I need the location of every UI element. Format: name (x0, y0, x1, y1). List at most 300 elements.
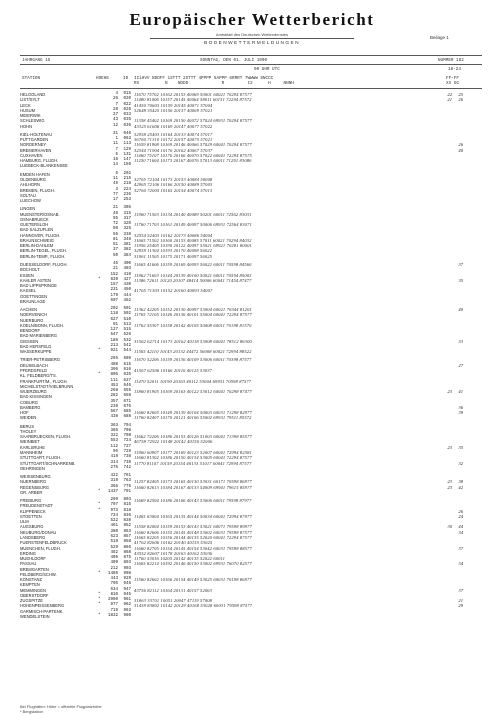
station-id: 929 (123, 577, 131, 582)
station-name: KEMPTEN (20, 582, 40, 588)
station-name: AHLHORN (20, 182, 41, 188)
station-id: 046 (123, 131, 131, 136)
station-name: KL. FELDBERG/TS. (20, 373, 57, 379)
station-id: 776 (123, 484, 131, 489)
extra-value-b: 42 (458, 484, 463, 490)
extra-value-b: 33 (458, 338, 463, 344)
station-name: SCHLESWIG (20, 118, 45, 124)
header-rule-bottom (20, 88, 482, 89)
station-height: 37 (112, 248, 118, 253)
station-name: BAD LIPPSPRINGE (20, 283, 57, 289)
station-id: 317 (123, 216, 131, 221)
extra-value-b: 21 (458, 598, 463, 604)
table-row (20, 198, 484, 203)
station-height: 4 (115, 92, 118, 96)
synop-code: 11362 42205 10152 20130 40097 53004 60021 70344 81201 (134, 307, 252, 313)
station-id: 325 (123, 227, 131, 232)
station-height: 27 (112, 113, 118, 118)
station-id: 637 (123, 378, 131, 383)
station-id: 036 (123, 123, 131, 128)
station-id: 156 (123, 163, 131, 168)
station-name: OEHRINGEN (20, 465, 45, 471)
synop-code: 11659 81908 10169 20146 40066 57029 60041 70294 87577 (134, 142, 252, 148)
mountain-marker: * (98, 503, 101, 508)
synop-code: 11670 75702 10162 20153 40069 50001 60021 70294 87577 (134, 92, 252, 97)
station-id: 858 (123, 540, 131, 545)
station-name: GR. ARBER (20, 489, 43, 495)
synop-code: 43325 61606 10169 20147 40077 57022 (134, 123, 213, 129)
station-id: 515 (123, 328, 131, 333)
station-id: 224 (123, 187, 131, 192)
station-id: 502 (123, 312, 131, 317)
station-height: 98 (112, 227, 118, 232)
mountain-marker: * (98, 598, 101, 603)
station-id: 532 (123, 338, 131, 343)
report-subtitle: Amtsblatt des Deutschen Wetterdienstes (215, 32, 289, 37)
station-height: 45 (112, 261, 118, 266)
station-id: 852 (123, 524, 131, 529)
mountain-marker: * (98, 613, 101, 618)
station-name: STUTTGART, FLUGH. (20, 455, 62, 461)
synop-code: 11670 52206 10159 20136 40109 53006 60011 70398 87577 (134, 357, 252, 363)
station-name: REGENSBURG (20, 484, 50, 490)
station-height: 797 (110, 503, 118, 508)
edition-label: JAHRGANG 15 (22, 58, 51, 63)
extra-value-a: 23 (447, 484, 452, 490)
station-height: 112 (110, 444, 118, 449)
station-id: 452 (123, 298, 131, 303)
synop-code: 11662 72206 10186 20153 40126 51003 60041 71398 85577 (134, 434, 252, 440)
station-id: 033 (123, 113, 131, 118)
extra-value-a: 23 (447, 479, 452, 485)
synop-code: 11665 71502 10160 20153 40085 57011 60021 70294 84032 (134, 237, 252, 243)
extra-value-a: 21 (447, 97, 452, 103)
station-id: 803 (123, 498, 131, 503)
synop-code: 11480 81006 10157 20145 40064 58011 60151 72294 87572 (134, 97, 252, 103)
synop-code: 11669 82504 10186 20166 40143 53006 60011 79598 87977 (134, 498, 252, 504)
station-id: 526 (123, 333, 131, 338)
extra-value-b: 37 (458, 587, 463, 593)
extra-value-b: 26 (458, 508, 463, 514)
extra-value-a: 30 (447, 524, 452, 530)
station-id: 655 (123, 389, 131, 394)
synop-code: 11358 45402 10169 20150 40072 57024 69931 70294 87577 (134, 118, 252, 124)
station-id: 738 (123, 455, 131, 460)
synop-code: 11660 82613 10184 20167 40133 54009 69941 79615 85977 (134, 484, 252, 490)
station-name: PFERDSFELD (20, 368, 48, 374)
station-id: 763 (123, 479, 131, 484)
mountain-marker: * (98, 373, 101, 378)
extra-value-b: 44 (458, 524, 463, 530)
station-height: 50 (112, 253, 118, 258)
station-name: LANDSBERG (20, 534, 46, 540)
station-height: 810 (110, 592, 118, 597)
station-name: MICHELSTADT/VIELBRUNN (20, 383, 74, 389)
station-height: 405 (110, 556, 118, 561)
station-height: 5 (115, 152, 118, 157)
station-height: 212 (110, 566, 118, 571)
station-id: 400 (123, 261, 131, 266)
station-id: 688 (123, 415, 131, 420)
station-height: 77 (112, 192, 118, 197)
station-height: 95 (112, 216, 118, 221)
synop-code: 11660 82705 10154 20145 40154 53042 60031 79598 88577 (134, 545, 252, 551)
station-height: 314 (110, 460, 118, 465)
station-height: 973 (110, 508, 118, 513)
station-id: 147 (123, 158, 131, 163)
synop-code: 11960 60907 10177 20169 40123 52007 60041 72994 82581 (134, 450, 252, 455)
station-id: 724 (123, 439, 131, 444)
station-name: DEUSELBACH (20, 362, 48, 368)
synop-code: 11558 82004 10159 20153 40143 53021 60071 79598 89977 (134, 524, 252, 530)
station-id: 739 (123, 460, 131, 465)
station-name: MANNHEIM (20, 450, 43, 455)
station-name: ERDING (20, 550, 36, 556)
station-id: 510 (123, 317, 131, 322)
station-id: 218 (123, 182, 131, 187)
synop-code: 31562 62714 10173 20162 40118 53008 60041 78512 86300 (134, 338, 252, 344)
header-rule-top (20, 55, 482, 56)
station-name: BAMBERG (20, 404, 41, 410)
station-id: 836 (123, 513, 131, 518)
station-name: MEIERWIK (20, 113, 41, 119)
station-id: 635 (123, 373, 131, 378)
station-name: HANNOVER, FLUGH. (20, 232, 61, 238)
station-name: KAHLER ASTEN (20, 277, 51, 283)
synop-code: 32648 35425 10156 20137 40069 57021 (134, 107, 213, 113)
table-row (20, 299, 484, 304)
station-id: 202 (123, 171, 131, 176)
station-id: 315 (123, 211, 131, 216)
station-height: 462 (110, 550, 118, 555)
station-name: NOERVENICH (20, 312, 48, 318)
station-name: BAD KISSINGEN (20, 394, 52, 400)
station-name: BERLIN-DAHLEM (20, 243, 54, 249)
station-height: 322 (110, 434, 118, 439)
station-name: NORDERNEY (20, 142, 47, 148)
station-name: EMDEN HAFEN (20, 171, 50, 177)
synop-code: 36760 71310 10172 20157 40075 57021 (134, 137, 213, 143)
station-id: 348 (123, 237, 131, 242)
station-height: 111 (110, 378, 118, 383)
col-station: STATION (22, 76, 41, 81)
station-name: WEINBIET (20, 439, 40, 445)
station-name: BRAUNLAGE (20, 298, 46, 304)
synop-code: 11460 75107 10176 20166 40070 57022 60041 72294 87575 (134, 152, 252, 158)
synop-code: 11962 71603 10144 20139 40100 50021 60011 70594 85003 (134, 272, 252, 278)
synop-code: 11760 53016 10205 20142 40135 52022 60011 (134, 556, 225, 562)
station-height: 567 (110, 410, 118, 415)
station-height: 48 (112, 211, 118, 216)
mountain-marker: * (98, 571, 101, 576)
station-table (20, 92, 484, 619)
station-id: 742 (123, 465, 131, 470)
synop-code: 11762 55307 10158 20142 40105 50008 60011 70198 81570 (134, 322, 252, 328)
station-height: 231 (110, 288, 118, 293)
station-height: 409 (110, 561, 118, 566)
station-name: THOLEY (20, 428, 37, 434)
station-id: 727 (123, 444, 131, 449)
station-id: 616 (123, 368, 131, 373)
table-row (20, 163, 484, 168)
supplement-label: Beilage 1 (430, 35, 449, 40)
station-height: 56 (112, 232, 118, 237)
station-id: 866 (123, 545, 131, 550)
station-height: 26 (112, 97, 118, 102)
extra-value-b: 39 (458, 410, 463, 416)
station-height: 380 (110, 529, 118, 534)
station-id: 410 (123, 272, 131, 277)
station-id: 838 (123, 519, 131, 524)
station-height: 21 (112, 267, 118, 272)
station-height: 396 (110, 368, 118, 373)
station-id: 675 (123, 404, 131, 409)
station-id: 113 (123, 142, 131, 147)
station-height: 81 (112, 237, 118, 242)
station-id: 382 (123, 248, 131, 253)
station-id: 513 (123, 322, 131, 327)
station-id: 761 (123, 474, 131, 479)
station-name: MEMMINGEN (20, 587, 46, 593)
station-name: PASSAU (20, 561, 37, 567)
synop-code: 11760 82407 10170 20121 40106 55002 69931 79511 85572 (134, 415, 252, 421)
mountain-marker: * (98, 489, 101, 494)
station-id: 708 (123, 434, 131, 439)
station-name: OSNABRUECK (20, 216, 49, 222)
station-id: 427 (123, 277, 131, 282)
synop-code: 11860 81905 10169 20163 40122 53012 60041 70298 87477 (134, 389, 252, 395)
synop-code: 11765 72105 10146 20136 40101 55004 60041 72294 87577 (134, 312, 252, 318)
station-height: 839 (110, 277, 118, 282)
station-height: 2960 (107, 598, 118, 603)
station-id: 384 (123, 253, 131, 258)
station-name: KONSTANZ (20, 577, 42, 583)
station-id: 215 (123, 176, 131, 181)
station-height: 96 (112, 450, 118, 454)
station-height: 553 (110, 439, 118, 444)
table-row (20, 490, 484, 495)
station-height: 1486 (107, 571, 118, 576)
station-id: 685 (123, 410, 131, 415)
station-name: PUTTGARDEN (20, 137, 49, 143)
station-id: 615 (123, 362, 131, 367)
station-height: 734 (110, 513, 118, 518)
station-height: 157 (110, 283, 118, 288)
station-height: 805 (110, 373, 118, 378)
table-row (20, 415, 484, 420)
station-id: 708 (123, 428, 131, 433)
station-name: STUTTGART/SCHNARRENB. (20, 460, 76, 466)
station-height: 443 (110, 577, 118, 582)
synop-code: 11565 42110 10143 20132 44472 56008 60021 72994 88522 (134, 349, 252, 355)
station-height: 7 (115, 147, 118, 152)
station-height: 186 (110, 338, 118, 343)
extra-value-a: 23 (447, 444, 452, 450)
synop-code: 11465 63004 10165 20135 40144 50034 60041 72994 87977 (134, 513, 252, 519)
station-height: 11 (112, 142, 118, 147)
station-height: 627 (110, 317, 118, 322)
station-id: 791 (123, 489, 131, 494)
station-id: 236 (123, 192, 131, 197)
station-height: 453 (110, 383, 118, 388)
station-id: 320 (123, 222, 131, 227)
extra-value-a: 23 (447, 389, 452, 395)
synop-code: 32554 52403 10162 20173 40086 54004 (134, 232, 213, 238)
station-name: KASSEL (20, 288, 36, 294)
station-height: 319 (110, 479, 118, 484)
extra-value-b: 36 (458, 404, 463, 410)
synop-code: 31863 33701 10051 20047 47119 57008 (134, 598, 213, 604)
station-name: MUENCHEN, FLUGH. (20, 545, 61, 551)
station-name: MUENSTER/OSNAB. (20, 211, 60, 217)
station-name: NEUBURG/DONAU (20, 529, 57, 535)
station-name: LECK (20, 102, 31, 108)
col-id: ID (123, 76, 129, 81)
extra-value-b: 24 (458, 513, 463, 519)
station-id: 671 (123, 399, 131, 404)
station-name: BREMGARTEN (20, 566, 49, 572)
station-height: 268 (110, 389, 118, 394)
synop-code: 11660 82606 10155 20145 40148 53002 60031 79598 87577 (134, 529, 252, 535)
station-height: 1832 (107, 613, 118, 618)
extra-value-b: 29 (458, 603, 463, 609)
station-name: SAARBRUECKEN, FLUGH. (20, 434, 72, 440)
station-height: 1437 (107, 489, 118, 494)
station-height: 12 (112, 123, 118, 128)
station-height: 202 (110, 307, 118, 312)
station-name: TRIER-PETRISBERG (20, 357, 61, 363)
extra-value-b: 41 (458, 389, 463, 395)
station-name: FREUDENSTADT (20, 503, 53, 509)
mountain-marker: * (98, 603, 101, 608)
extra-value-b: 25 (458, 92, 463, 97)
extra-value-b: 35 (458, 277, 463, 283)
station-height: 213 (110, 343, 118, 348)
station-id: 020 (123, 97, 131, 102)
station-name: KARLSRUHE (20, 444, 46, 450)
station-name: BERUS (20, 423, 35, 429)
station-name: BERLIN-TEMP., FLUGH. (20, 253, 66, 259)
station-height: 422 (110, 474, 118, 479)
synop-code: 46758 72922 10148 20142 40150 52006 (134, 439, 213, 445)
station-height: 519 (110, 540, 118, 545)
report-title: Europäischer Wetterbericht (129, 10, 375, 29)
station-height: 118 (110, 312, 118, 317)
synop-code: 41567 62506 10166 20116 40125 53037 (134, 368, 213, 374)
station-id: 658 (123, 394, 131, 399)
footer-note: Bei Flughäfen: Höhe = offizielle Flugplatzhöhe (20, 704, 102, 709)
station-name: HELGOLAND (20, 92, 46, 97)
extra-value-b: 26 (458, 97, 463, 103)
table-row (20, 124, 484, 129)
mountain-marker: * (98, 508, 101, 513)
synop-code: 43756 82112 10164 20131 40157 52063 (134, 587, 213, 593)
station-height: 461 (110, 524, 118, 529)
station-id: 875 (123, 556, 131, 561)
station-id: 305 (123, 206, 131, 211)
time-main: 00 UHR UTC (254, 67, 280, 72)
station-id: 501 (123, 307, 131, 312)
extra-value-b: 26 (458, 142, 463, 148)
station-height: 438 (110, 415, 118, 420)
footer-legend: * Bergstation (20, 709, 43, 714)
station-height: 634 (110, 587, 118, 592)
synop-code: 11470 52011 10190 20163 40112 53004 69931 70598 87577 (134, 378, 252, 384)
station-name: CUXHAVEN (20, 152, 43, 158)
station-id: 946 (123, 582, 131, 587)
station-height: 11 (112, 176, 118, 181)
extra-value-b: 40 (458, 147, 463, 153)
station-height: 269 (110, 498, 118, 503)
station-name: HOHN (20, 123, 33, 129)
station-height: 282 (110, 394, 118, 399)
station-name: KIEL-HOLTENAU (20, 131, 53, 137)
station-height: 152 (110, 272, 118, 277)
station-height: 357 (110, 399, 118, 404)
station-height: 5 (115, 171, 118, 176)
station-id: 444 (123, 293, 131, 298)
section-divider (150, 38, 354, 39)
extra-value-b: 38 (458, 479, 463, 485)
station-id: 403 (123, 267, 131, 272)
extra-value-b: 34 (458, 561, 463, 567)
station-name: WASSERKUPPE (20, 349, 52, 355)
station-height: 3 (115, 187, 118, 192)
extra-value-a: 22 (447, 92, 452, 97)
synop-code: 32544 71904 10176 20162 40067 57037 (134, 147, 213, 153)
station-id: 450 (123, 288, 131, 293)
station-name: KLIPPENECK (20, 508, 46, 514)
synop-code: 11386 72611 10120 20107 48414 50006 60041 71454 87477 (134, 277, 252, 283)
station-height: 51 (112, 243, 118, 248)
station-height: 276 (110, 465, 118, 470)
station-name: NUERNBERG (20, 479, 47, 485)
synop-code: 11560 82602 10166 20154 40149 53025 60031 70198 86977 (134, 577, 252, 583)
station-id: 063 (123, 137, 131, 142)
station-id: 963 (123, 608, 131, 613)
station-name: ZUGSPITZE (20, 598, 43, 604)
issue-number: NUMMER 182 (438, 58, 464, 63)
col-height: HOEHE (96, 76, 109, 81)
station-height: 127 (110, 328, 118, 333)
station-id: 381 (123, 243, 131, 248)
station-id: 815 (123, 503, 131, 508)
station-height: 265 (110, 357, 118, 362)
station-name: ESSEN (20, 272, 34, 278)
station-id: 893 (123, 561, 131, 566)
station-height: 547 (110, 333, 118, 338)
synop-code: 43552 82607 10178 20163 40162 53036 (134, 550, 213, 556)
section-label: BODENWETTERMELDUNGEN (204, 41, 300, 46)
synop-code: 11250 71604 10173 20167 40076 57013 60011 71291 83080 (134, 158, 252, 164)
synop-code: 41450 70603 10159 20145 40071 57004 (134, 102, 213, 108)
station-name: ULM (20, 519, 29, 525)
station-id: 961 (123, 598, 131, 603)
table-row (20, 466, 484, 471)
extra-value-b: 40 (458, 307, 463, 313)
station-name: LUECHOW (20, 198, 41, 204)
station-height: 31 (112, 131, 118, 136)
station-name: SOLTAU (20, 192, 36, 198)
synop-code: 11660 82605 10149 20139 40104 50003 60031 71298 82977 (134, 410, 252, 416)
station-name: NUERBURG (20, 317, 44, 323)
synop-code: 31459 83802 10142 20129 40168 53028 60031 79598 87577 (134, 603, 253, 609)
col-extra-sub: XX GG (446, 81, 459, 86)
station-id: 868 (123, 550, 131, 555)
station-height: 363 (110, 423, 118, 428)
station-name: LIST/SYLT (20, 97, 40, 103)
synop-code: 11960 71503 10134 20140 40089 50201 60011 72562 83031 (134, 211, 252, 217)
